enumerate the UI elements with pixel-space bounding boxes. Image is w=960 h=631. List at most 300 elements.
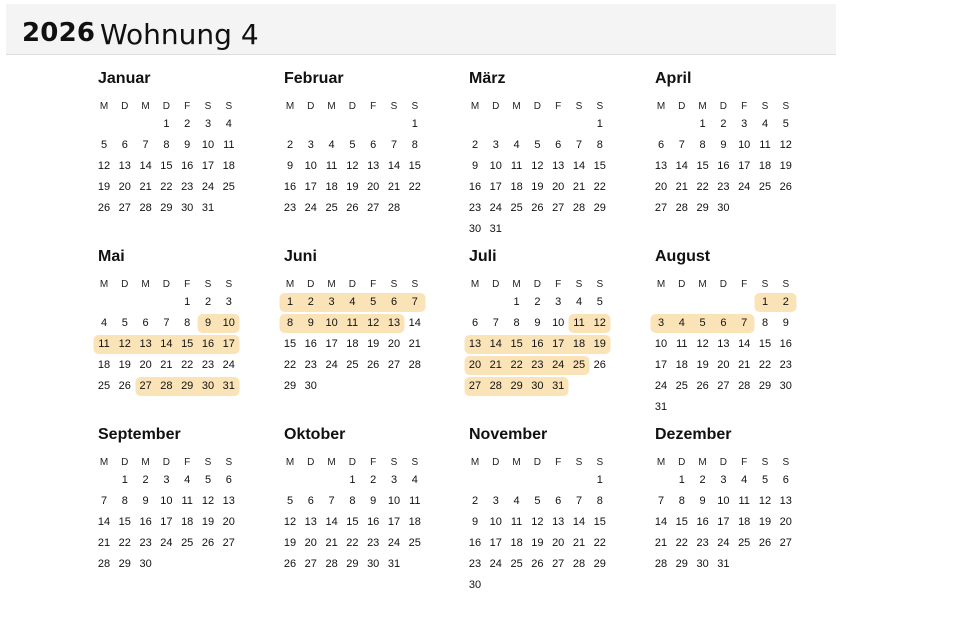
day-cell[interactable]: 27	[465, 377, 486, 396]
day-cell[interactable]: 7	[575, 495, 583, 507]
day-cell[interactable]: 31	[387, 558, 401, 570]
day-cell[interactable]: 9	[471, 160, 479, 172]
day-cell[interactable]: 4	[328, 139, 335, 151]
day-cell[interactable]: 27	[552, 558, 565, 570]
day-cell[interactable]: 20	[304, 537, 317, 549]
day-cell[interactable]: 5	[761, 474, 769, 486]
day-cell[interactable]: 2	[300, 293, 321, 312]
day-cell[interactable]: 4	[671, 314, 692, 333]
day-cell[interactable]: 25	[325, 202, 338, 214]
day-cell[interactable]: 30	[717, 202, 730, 214]
day-cell[interactable]: 30	[696, 558, 709, 570]
day-cell[interactable]: 26	[531, 558, 544, 570]
day-cell[interactable]: 1	[596, 474, 603, 486]
day-cell[interactable]: 3	[225, 296, 232, 308]
day-cell[interactable]: 28	[97, 558, 111, 570]
day-cell[interactable]: 11	[342, 314, 363, 333]
day-cell[interactable]: 26	[531, 202, 544, 214]
day-cell[interactable]: 3	[307, 139, 314, 151]
day-cell[interactable]: 7	[404, 293, 425, 312]
day-cell[interactable]: 20	[139, 359, 152, 371]
day-cell[interactable]: 2	[204, 296, 212, 308]
day-cell[interactable]: 9	[471, 516, 479, 528]
day-cell[interactable]: 17	[548, 335, 569, 354]
day-cell[interactable]: 14	[675, 160, 688, 172]
day-cell[interactable]: 16	[527, 335, 548, 354]
day-cell[interactable]: 21	[139, 181, 152, 193]
day-cell[interactable]: 24	[654, 380, 668, 392]
day-cell[interactable]: 29	[118, 558, 131, 570]
day-cell[interactable]: 16	[468, 537, 482, 549]
day-cell[interactable]: 4	[741, 474, 748, 486]
day-cell[interactable]: 8	[699, 139, 706, 151]
day-cell[interactable]: 24	[325, 359, 338, 371]
day-cell[interactable]: 14	[408, 317, 421, 329]
day-cell[interactable]: 4	[225, 118, 232, 130]
day-cell[interactable]: 13	[717, 338, 730, 350]
day-cell[interactable]: 28	[572, 558, 586, 570]
day-cell[interactable]: 15	[118, 516, 131, 528]
day-cell[interactable]: 17	[717, 516, 730, 528]
day-cell[interactable]: 28	[139, 202, 152, 214]
day-cell[interactable]: 23	[283, 202, 297, 214]
day-cell[interactable]: 9	[198, 314, 219, 333]
day-cell[interactable]: 9	[534, 317, 541, 329]
day-cell[interactable]: 18	[758, 160, 772, 172]
day-cell[interactable]: 10	[387, 495, 401, 507]
day-cell[interactable]: 5	[121, 317, 128, 329]
day-cell[interactable]: 19	[283, 537, 297, 549]
day-cell[interactable]: 27	[135, 377, 156, 396]
day-cell[interactable]: 22	[118, 537, 131, 549]
day-cell[interactable]: 3	[321, 293, 342, 312]
day-cell[interactable]: 3	[651, 314, 672, 333]
day-cell[interactable]: 12	[779, 139, 792, 151]
day-cell[interactable]: 18	[510, 537, 523, 549]
day-cell[interactable]: 2	[370, 474, 377, 486]
day-cell[interactable]: 22	[181, 359, 194, 371]
day-cell[interactable]: 10	[321, 314, 342, 333]
day-cell[interactable]: 9	[286, 160, 294, 172]
day-cell[interactable]: 11	[409, 495, 421, 507]
day-cell[interactable]: 23	[527, 356, 548, 375]
day-cell[interactable]: 12	[589, 314, 610, 333]
day-cell[interactable]: 12	[696, 338, 709, 350]
day-cell[interactable]: 12	[758, 495, 772, 507]
day-cell[interactable]: 9	[300, 314, 321, 333]
day-cell[interactable]: 30	[304, 380, 317, 392]
day-cell[interactable]: 18	[510, 181, 523, 193]
day-cell[interactable]: 13	[654, 160, 668, 172]
day-cell[interactable]: 23	[304, 359, 317, 371]
day-cell[interactable]: 11	[223, 139, 235, 151]
day-cell[interactable]: 18	[346, 338, 359, 350]
day-cell[interactable]: 8	[678, 495, 685, 507]
day-cell[interactable]: 5	[534, 495, 541, 507]
day-cell[interactable]: 12	[531, 160, 544, 172]
day-cell[interactable]: 29	[593, 558, 606, 570]
day-cell[interactable]: 6	[555, 495, 562, 507]
day-cell[interactable]: 16	[717, 160, 730, 172]
day-cell[interactable]: 16	[304, 338, 317, 350]
day-cell[interactable]: 1	[280, 293, 301, 312]
day-cell[interactable]: 7	[328, 495, 335, 507]
day-cell[interactable]: 29	[758, 380, 772, 392]
day-cell[interactable]: 23	[468, 202, 482, 214]
day-cell[interactable]: 10	[738, 139, 751, 151]
day-cell[interactable]: 24	[738, 181, 751, 193]
day-cell[interactable]: 18	[97, 359, 111, 371]
day-cell[interactable]: 23	[367, 537, 380, 549]
day-cell[interactable]: 12	[346, 160, 359, 172]
day-cell[interactable]: 10	[304, 160, 317, 172]
day-cell[interactable]: 23	[696, 537, 709, 549]
day-cell[interactable]: 1	[184, 296, 191, 308]
day-cell[interactable]: 23	[468, 558, 482, 570]
day-cell[interactable]: 27	[387, 359, 401, 371]
day-cell[interactable]: 31	[218, 377, 239, 396]
day-cell[interactable]: 22	[408, 181, 421, 193]
day-cell[interactable]: 6	[384, 293, 405, 312]
day-cell[interactable]: 2	[534, 296, 541, 308]
day-cell[interactable]: 12	[531, 516, 544, 528]
day-cell[interactable]: 30	[181, 202, 194, 214]
day-cell[interactable]: 28	[654, 558, 668, 570]
day-cell[interactable]: 21	[387, 181, 401, 193]
day-cell[interactable]: 6	[471, 317, 479, 329]
day-cell[interactable]: 21	[675, 181, 688, 193]
day-cell[interactable]: 2	[471, 495, 479, 507]
day-cell[interactable]: 5	[363, 293, 384, 312]
day-cell[interactable]: 25	[97, 380, 111, 392]
day-cell[interactable]: 13	[465, 335, 486, 354]
day-cell[interactable]: 24	[304, 202, 317, 214]
day-cell[interactable]: 24	[489, 558, 502, 570]
day-cell[interactable]: 15	[506, 335, 527, 354]
day-cell[interactable]: 27	[552, 202, 565, 214]
day-cell[interactable]: 1	[349, 474, 356, 486]
day-cell[interactable]: 4	[184, 474, 191, 486]
day-cell[interactable]: 26	[118, 380, 131, 392]
day-cell[interactable]: 9	[184, 139, 191, 151]
day-cell[interactable]: 26	[779, 181, 792, 193]
day-cell[interactable]: 26	[696, 380, 709, 392]
day-cell[interactable]: 12	[114, 335, 135, 354]
day-cell[interactable]: 14	[572, 516, 586, 528]
day-cell[interactable]: 22	[506, 356, 527, 375]
day-cell[interactable]: 11	[676, 338, 688, 350]
day-cell[interactable]: 8	[121, 495, 128, 507]
day-cell[interactable]: 15	[160, 160, 173, 172]
day-cell[interactable]: 28	[572, 202, 586, 214]
day-cell[interactable]: 22	[593, 537, 606, 549]
day-cell[interactable]: 1	[596, 118, 603, 130]
day-cell[interactable]: 19	[97, 181, 111, 193]
day-cell[interactable]: 29	[675, 558, 688, 570]
day-cell[interactable]: 28	[387, 202, 401, 214]
day-cell[interactable]: 15	[675, 516, 688, 528]
day-cell[interactable]: 1	[513, 296, 520, 308]
day-cell[interactable]: 3	[204, 118, 212, 130]
day-cell[interactable]: 20	[779, 516, 792, 528]
day-cell[interactable]: 24	[548, 356, 569, 375]
day-cell[interactable]: 22	[593, 181, 606, 193]
day-cell[interactable]: 10	[489, 160, 502, 172]
day-cell[interactable]: 30	[779, 380, 792, 392]
day-cell[interactable]: 17	[160, 516, 173, 528]
day-cell[interactable]: 5	[782, 118, 789, 130]
day-cell[interactable]: 3	[720, 474, 727, 486]
day-cell[interactable]: 30	[468, 223, 482, 235]
day-cell[interactable]: 28	[408, 359, 421, 371]
day-cell[interactable]: 22	[283, 359, 297, 371]
day-cell[interactable]: 7	[575, 139, 583, 151]
day-cell[interactable]: 14	[572, 160, 586, 172]
day-cell[interactable]: 15	[408, 160, 421, 172]
day-cell[interactable]: 21	[572, 537, 586, 549]
day-cell[interactable]: 8	[761, 317, 769, 329]
day-cell[interactable]: 15	[593, 516, 606, 528]
day-cell[interactable]: 3	[741, 118, 748, 130]
day-cell[interactable]: 13	[384, 314, 405, 333]
day-cell[interactable]: 19	[531, 537, 544, 549]
day-cell[interactable]: 13	[552, 160, 565, 172]
day-cell[interactable]: 14	[654, 516, 668, 528]
day-cell[interactable]: 22	[346, 537, 359, 549]
day-cell[interactable]: 5	[204, 474, 212, 486]
day-cell[interactable]: 3	[555, 296, 562, 308]
day-cell[interactable]: 27	[717, 380, 730, 392]
day-cell[interactable]: 17	[654, 359, 668, 371]
day-cell[interactable]: 17	[325, 338, 338, 350]
day-cell[interactable]: 19	[758, 516, 772, 528]
day-cell[interactable]: 6	[121, 139, 128, 151]
day-cell[interactable]: 23	[779, 359, 792, 371]
day-cell[interactable]: 3	[390, 474, 398, 486]
day-cell[interactable]: 7	[163, 317, 170, 329]
day-cell[interactable]: 21	[485, 356, 506, 375]
day-cell[interactable]: 14	[97, 516, 111, 528]
day-cell[interactable]: 21	[738, 359, 751, 371]
day-cell[interactable]: 20	[552, 181, 565, 193]
day-cell[interactable]: 18	[675, 359, 688, 371]
day-cell[interactable]: 14	[485, 335, 506, 354]
day-cell[interactable]: 29	[283, 380, 297, 392]
day-cell[interactable]: 4	[513, 495, 520, 507]
day-cell[interactable]: 4	[513, 139, 520, 151]
day-cell[interactable]: 11	[510, 160, 523, 172]
day-cell[interactable]: 2	[184, 118, 191, 130]
day-cell[interactable]: 10	[218, 314, 239, 333]
day-cell[interactable]: 2	[720, 118, 727, 130]
day-cell[interactable]: 21	[572, 181, 586, 193]
day-cell[interactable]: 24	[717, 537, 730, 549]
day-cell[interactable]: 12	[201, 495, 215, 507]
day-cell[interactable]: 24	[222, 359, 235, 371]
day-cell[interactable]: 20	[465, 356, 486, 375]
day-cell[interactable]: 25	[758, 181, 772, 193]
day-cell[interactable]: 4	[100, 317, 108, 329]
day-cell[interactable]: 10	[201, 139, 215, 151]
day-cell[interactable]: 19	[367, 338, 380, 350]
day-cell[interactable]: 6	[370, 139, 377, 151]
day-cell[interactable]: 29	[506, 377, 527, 396]
day-cell[interactable]: 18	[738, 516, 751, 528]
day-cell[interactable]: 28	[675, 202, 688, 214]
day-cell[interactable]: 26	[283, 558, 297, 570]
day-cell[interactable]: 25	[510, 558, 523, 570]
day-cell[interactable]: 25	[346, 359, 359, 371]
day-cell[interactable]: 28	[485, 377, 506, 396]
day-cell[interactable]: 15	[758, 338, 772, 350]
day-cell[interactable]: 14	[139, 160, 152, 172]
day-cell[interactable]: 13	[118, 160, 131, 172]
day-cell[interactable]: 7	[142, 139, 149, 151]
day-cell[interactable]: 7	[390, 139, 398, 151]
day-cell[interactable]: 22	[675, 537, 688, 549]
day-cell[interactable]: 31	[548, 377, 569, 396]
day-cell[interactable]: 10	[552, 317, 565, 329]
day-cell[interactable]: 5	[596, 296, 603, 308]
day-cell[interactable]: 7	[492, 317, 499, 329]
day-cell[interactable]: 26	[593, 359, 606, 371]
day-cell[interactable]: 21	[408, 338, 421, 350]
day-cell[interactable]: 29	[346, 558, 359, 570]
day-cell[interactable]: 11	[759, 139, 771, 151]
day-cell[interactable]: 5	[286, 495, 294, 507]
day-cell[interactable]: 12	[97, 160, 111, 172]
day-cell[interactable]: 27	[304, 558, 317, 570]
day-cell[interactable]: 16	[139, 516, 152, 528]
day-cell[interactable]: 23	[201, 359, 215, 371]
day-cell[interactable]: 31	[201, 202, 215, 214]
day-cell[interactable]: 10	[654, 338, 668, 350]
day-cell[interactable]: 13	[552, 516, 565, 528]
day-cell[interactable]: 6	[657, 139, 665, 151]
day-cell[interactable]: 19	[779, 160, 792, 172]
day-cell[interactable]: 25	[675, 380, 688, 392]
day-cell[interactable]: 25	[181, 537, 194, 549]
day-cell[interactable]: 22	[160, 181, 173, 193]
day-cell[interactable]: 9	[720, 139, 727, 151]
day-cell[interactable]: 2	[471, 139, 479, 151]
day-cell[interactable]: 3	[492, 139, 499, 151]
day-cell[interactable]: 10	[160, 495, 173, 507]
day-cell[interactable]: 31	[717, 558, 730, 570]
day-cell[interactable]: 3	[163, 474, 170, 486]
day-cell[interactable]: 31	[654, 401, 668, 413]
day-cell[interactable]: 16	[696, 516, 709, 528]
day-cell[interactable]: 8	[349, 495, 356, 507]
day-cell[interactable]: 5	[534, 139, 541, 151]
day-cell[interactable]: 20	[118, 181, 131, 193]
day-cell[interactable]: 11	[569, 314, 590, 333]
day-cell[interactable]: 21	[97, 537, 111, 549]
day-cell[interactable]: 8	[513, 317, 520, 329]
day-cell[interactable]: 17	[218, 335, 239, 354]
day-cell[interactable]: 16	[468, 181, 482, 193]
day-cell[interactable]: 30	[367, 558, 380, 570]
day-cell[interactable]: 10	[489, 516, 502, 528]
day-cell[interactable]: 20	[367, 181, 380, 193]
day-cell[interactable]: 16	[181, 160, 194, 172]
day-cell[interactable]: 20	[222, 516, 235, 528]
day-cell[interactable]: 29	[593, 202, 606, 214]
day-cell[interactable]: 5	[100, 139, 108, 151]
day-cell[interactable]: 3	[492, 495, 499, 507]
day-cell[interactable]: 22	[696, 181, 709, 193]
day-cell[interactable]: 17	[304, 181, 317, 193]
day-cell[interactable]: 16	[367, 516, 380, 528]
day-cell[interactable]: 28	[325, 558, 338, 570]
day-cell[interactable]: 19	[696, 359, 709, 371]
day-cell[interactable]: 7	[657, 495, 665, 507]
day-cell[interactable]: 19	[346, 181, 359, 193]
day-cell[interactable]: 26	[97, 202, 111, 214]
day-cell[interactable]: 1	[121, 474, 128, 486]
day-cell[interactable]: 30	[139, 558, 152, 570]
day-cell[interactable]: 18	[569, 335, 590, 354]
day-cell[interactable]: 29	[160, 202, 173, 214]
day-cell[interactable]: 15	[346, 516, 359, 528]
day-cell[interactable]: 11	[94, 335, 115, 354]
day-cell[interactable]: 26	[201, 537, 215, 549]
day-cell[interactable]: 26	[758, 537, 772, 549]
day-cell[interactable]: 24	[387, 537, 401, 549]
day-cell[interactable]: 17	[489, 181, 502, 193]
day-cell[interactable]: 4	[761, 118, 769, 130]
day-cell[interactable]: 1	[755, 293, 776, 312]
day-cell[interactable]: 18	[408, 516, 421, 528]
day-cell[interactable]: 5	[349, 139, 356, 151]
day-cell[interactable]: 6	[307, 495, 314, 507]
day-cell[interactable]: 19	[531, 181, 544, 193]
day-cell[interactable]: 29	[696, 202, 709, 214]
day-cell[interactable]: 14	[387, 160, 401, 172]
day-cell[interactable]: 15	[593, 160, 606, 172]
day-cell[interactable]: 8	[280, 314, 301, 333]
day-cell[interactable]: 15	[177, 335, 198, 354]
day-cell[interactable]: 10	[717, 495, 730, 507]
day-cell[interactable]: 18	[181, 516, 194, 528]
day-cell[interactable]: 29	[177, 377, 198, 396]
day-cell[interactable]: 7	[734, 314, 755, 333]
day-cell[interactable]: 27	[222, 537, 235, 549]
day-cell[interactable]: 17	[738, 160, 751, 172]
day-cell[interactable]: 28	[738, 380, 751, 392]
day-cell[interactable]: 23	[181, 181, 194, 193]
day-cell[interactable]: 21	[325, 537, 338, 549]
day-cell[interactable]: 30	[468, 579, 482, 591]
day-cell[interactable]: 13	[135, 335, 156, 354]
day-cell[interactable]: 17	[201, 160, 215, 172]
day-cell[interactable]: 22	[758, 359, 772, 371]
day-cell[interactable]: 2	[699, 474, 706, 486]
day-cell[interactable]: 7	[100, 495, 108, 507]
day-cell[interactable]: 11	[738, 495, 750, 507]
day-cell[interactable]: 8	[596, 139, 603, 151]
day-cell[interactable]: 26	[367, 359, 380, 371]
day-cell[interactable]: 25	[738, 537, 751, 549]
day-cell[interactable]: 6	[555, 139, 562, 151]
day-cell[interactable]: 2	[142, 474, 149, 486]
day-cell[interactable]: 9	[782, 317, 789, 329]
day-cell[interactable]: 8	[411, 139, 418, 151]
day-cell[interactable]: 21	[160, 359, 173, 371]
day-cell[interactable]: 18	[325, 181, 338, 193]
day-cell[interactable]: 8	[596, 495, 603, 507]
day-cell[interactable]: 15	[696, 160, 709, 172]
